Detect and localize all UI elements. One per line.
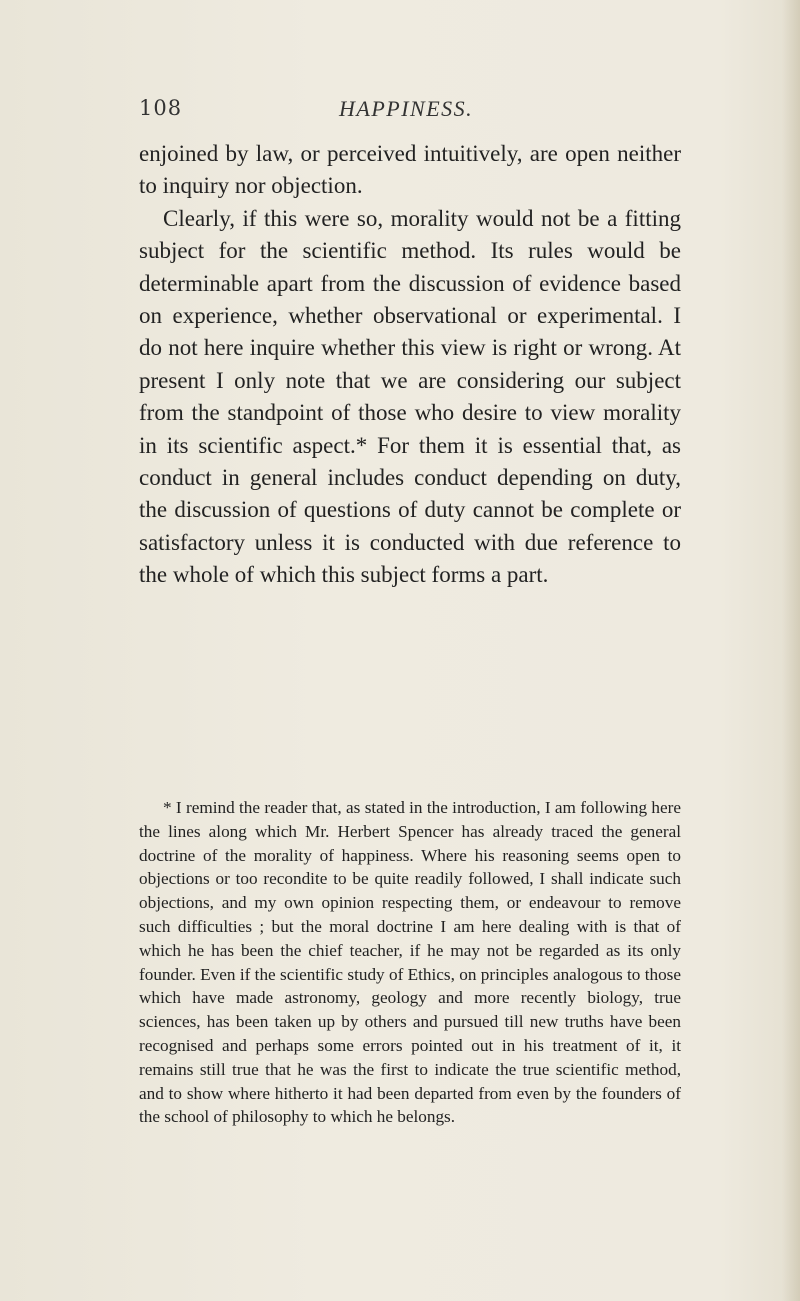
page-header (139, 96, 679, 126)
page-edge-shadow (782, 0, 800, 1301)
paragraph: Clearly, if this were so, morality would not be a fitting subject for the scientific method. Its rules would be determinable apart from the discussion of evidence based on experience, whether observational or experimental. I do not here inquire whether this view is right or wrong. At present I only note that we are considering our subject from the standpoint of those who desire to view morality in its scientific aspect.* For them it is essential that, as conduct in general includes conduct depending on duty, the discussion of questions of duty cannot be complete or satisfactory unless it is conducted with due reference to the whole of which this subject forms a part. (139, 205, 681, 588)
page-number: 108 (139, 96, 183, 120)
footnote: * I remind the reader that, as stated in the introduction, I am following here the lines along which Mr. Herbert Spencer has already traced the general doctrine of the morality of happiness. Where his reasoning seems open to objections or too recondite to be quite readily followed, I shall indicate such objections, and my own opinion respecting them, or endeavour to remove such difficulties ; but the moral doctrine I am here dealing with is that of which he has been the chief teacher, if he may not be regarded as its only founder. Even if the scientific study of Ethics, on principles analogous to those which have made astronomy, geology and more recently biology, true sciences, has been taken up by others and pursued till new truths have been recognised and perhaps some errors pointed out in his treatment of it, it remains still true that he was the first to indicate the true scientific method, and to show where hitherto it had been departed from even by the founders of the school of philosophy to which he belongs. (139, 798, 681, 1127)
paragraph-continuation: enjoined by law, or perceived intuitively, are open neither to inquiry nor objection. (139, 141, 681, 199)
running-title: HAPPINESS. (339, 96, 474, 121)
main-text (139, 138, 681, 592)
